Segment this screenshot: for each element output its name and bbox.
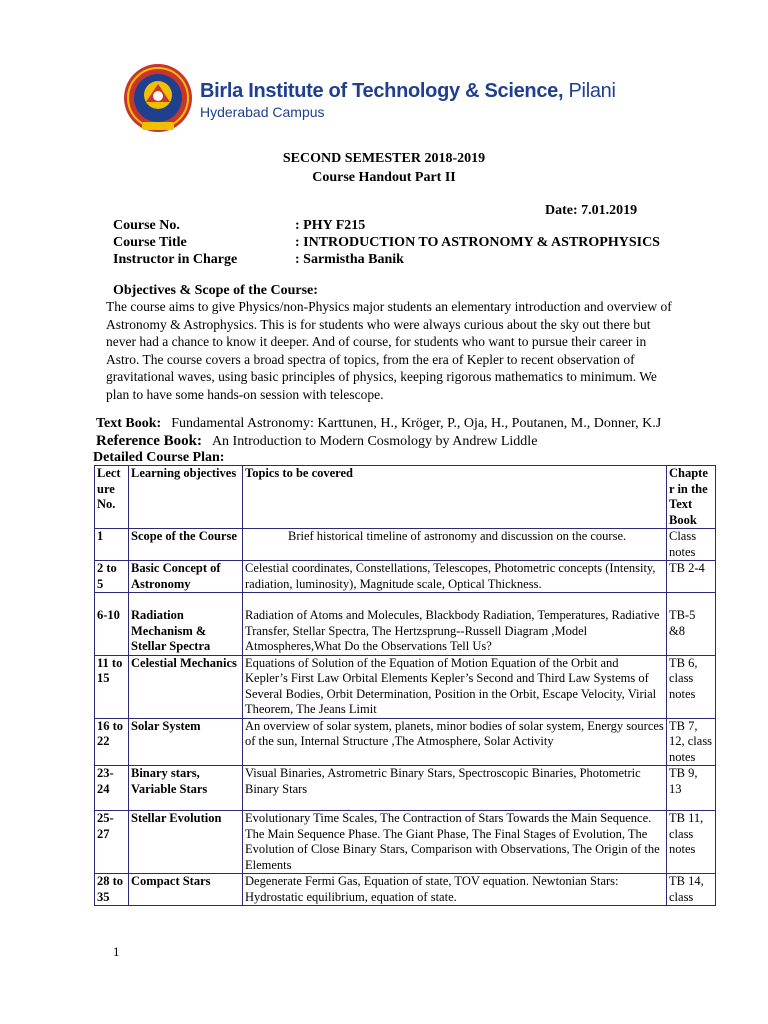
course-plan-heading: Detailed Course Plan: — [93, 450, 225, 465]
lecture-cell: 2 to 5 — [95, 561, 129, 593]
text-book-line — [96, 416, 661, 432]
column-header-objectives: Learning objectives — [129, 466, 243, 529]
table-row — [95, 766, 716, 811]
column-header-topics: Topics to be covered — [243, 466, 667, 529]
table-row — [95, 655, 716, 718]
topics-cell: Celestial coordinates, Constellations, Telescopes, Photometric concepts (Intensity, radiation, luminosity), Magnitude scale, Optical Thickness. — [243, 561, 667, 593]
objective-cell: Binary stars, Variable Stars — [129, 766, 243, 811]
objective-cell: Basic Concept of Astronomy — [129, 561, 243, 593]
objective-cell: Celestial Mechanics — [129, 655, 243, 718]
campus-name: Hyderabad Campus — [200, 104, 325, 120]
topics-cell: Radiation of Atoms and Molecules, Blackbody Radiation, Temperatures, Radiative Transfer, Stellar Spectra, The Hertzsprung--Russell Diagram ,Model Atmospheres,What Do the Observations Tell Us? — [243, 593, 667, 656]
handout-title: Course Handout Part II — [312, 170, 456, 185]
chapter-cell: TB 7, 12, class notes — [667, 718, 716, 766]
objective-cell: Compact Stars — [129, 874, 243, 906]
topics-cell: An overview of solar system, planets, minor bodies of solar system, Energy sources of the sun, Internal Structure ,The Atmosphere, Solar Activity — [243, 718, 667, 766]
lecture-cell: 11 to 15 — [95, 655, 129, 718]
course-number-value: : PHY F215 — [295, 218, 366, 233]
reference-book-value: An Introduction to Modern Cosmology by Andrew Liddle — [211, 434, 538, 449]
instructor-row — [113, 252, 404, 268]
chapter-cell: TB 11, class notes — [667, 811, 716, 874]
topics-cell: Degenerate Fermi Gas, Equation of state, TOV equation. Newtonian Stars: Hydrostatic equilibrium, equation of state. — [243, 874, 667, 906]
lecture-cell: 25-27 — [95, 811, 129, 874]
reference-book-label: Reference Book: — [96, 433, 202, 449]
objectives-heading: Objectives & Scope of the Course: — [113, 283, 318, 298]
lecture-cell: 6-10 — [95, 593, 129, 656]
instructor-value: : Sarmistha Banik — [295, 252, 404, 267]
objectives-body: The course aims to give Physics/non-Physics major students an elementary introduction and overview of Astronomy & Astrophysics. This is for students who were always curious about the sky out there but never had a chance to know it deeper. And of course, for students who want to pursue their career in Astro. The course covers a broad spectra of topics, from the era of Kepler to recent observation of gravitational waves, using basic principles of physics, keeping rigorous mathematics to minimum. We plan to have some hands-on session with telescope. — [106, 299, 672, 402]
reference-book-line — [96, 433, 537, 450]
column-header-lecture: Lect ure No. — [95, 466, 129, 529]
table-row — [95, 718, 716, 766]
lecture-cell: 1 — [95, 529, 129, 561]
table-row — [95, 561, 716, 593]
column-header-chapter: Chapte r in the Text Book — [667, 466, 716, 529]
semester-title: SECOND SEMESTER 2018-2019 — [282, 151, 486, 166]
bits-logo-icon — [122, 62, 194, 138]
course-plan-table — [94, 465, 716, 906]
chapter-cell: TB 6, class notes — [667, 655, 716, 718]
chapter-cell: TB 2-4 — [667, 561, 716, 593]
course-number-row — [113, 218, 365, 234]
table-row — [95, 874, 716, 906]
objective-cell: Scope of the Course — [129, 529, 243, 561]
lecture-cell: 28 to 35 — [95, 874, 129, 906]
lecture-cell: 23-24 — [95, 766, 129, 811]
topics-cell: Evolutionary Time Scales, The Contraction of Stars Towards the Main Sequence. The Main Sequence Phase. The Giant Phase, The Final Stages of Evolution, The Evolution of Close Binary Stars, Comparison with Observations, The Origin of the Elements — [243, 811, 667, 874]
table-header-row — [95, 466, 716, 529]
chapter-cell: TB-5 &8 — [667, 593, 716, 656]
text-book-value: Fundamental Astronomy: Karttunen, H., Kröger, P., Oja, H., Poutanen, M., Donner, K.J — [171, 416, 662, 431]
objective-cell: Solar System — [129, 718, 243, 766]
institute-name: Birla Institute of Technology & Science, Pilani — [200, 80, 616, 102]
table-row — [95, 811, 716, 874]
objective-cell: Stellar Evolution — [129, 811, 243, 874]
table-row — [95, 593, 716, 656]
topics-cell: Equations of Solution of the Equation of Motion Equation of the Orbit and Kepler’s First Law Orbital Elements Kepler’s Second and Third Law Systems of Several Bodies, Orbit Determination, Position in the Orbit, Escape Velocity, Virial Theorem, The Jeans Limit — [243, 655, 667, 718]
institute-city: Pilani — [563, 80, 616, 102]
page-number: 1 — [113, 944, 120, 959]
lecture-cell: 16 to 22 — [95, 718, 129, 766]
objective-cell: Radiation Mechanism & Stellar Spectra — [129, 593, 243, 656]
topics-cell: Visual Binaries, Astrometric Binary Stars, Spectroscopic Binaries, Photometric Binary Stars — [243, 766, 667, 811]
course-title-value: : INTRODUCTION TO ASTRONOMY & ASTROPHYSICS — [295, 235, 660, 250]
course-number-label: Course No. — [113, 218, 180, 233]
chapter-cell: TB 9, 13 — [667, 766, 716, 811]
text-book-label: Text Book: — [96, 416, 162, 431]
topics-cell: Brief historical timeline of astronomy and discussion on the course. — [243, 529, 667, 561]
course-title-row — [113, 235, 660, 251]
course-title-label: Course Title — [113, 235, 187, 250]
handout-date: Date: 7.01.2019 — [545, 203, 638, 218]
table-row — [95, 529, 716, 561]
chapter-cell: TB 14, class — [667, 874, 716, 906]
instructor-label: Instructor in Charge — [113, 252, 238, 267]
chapter-cell: Class notes — [667, 529, 716, 561]
